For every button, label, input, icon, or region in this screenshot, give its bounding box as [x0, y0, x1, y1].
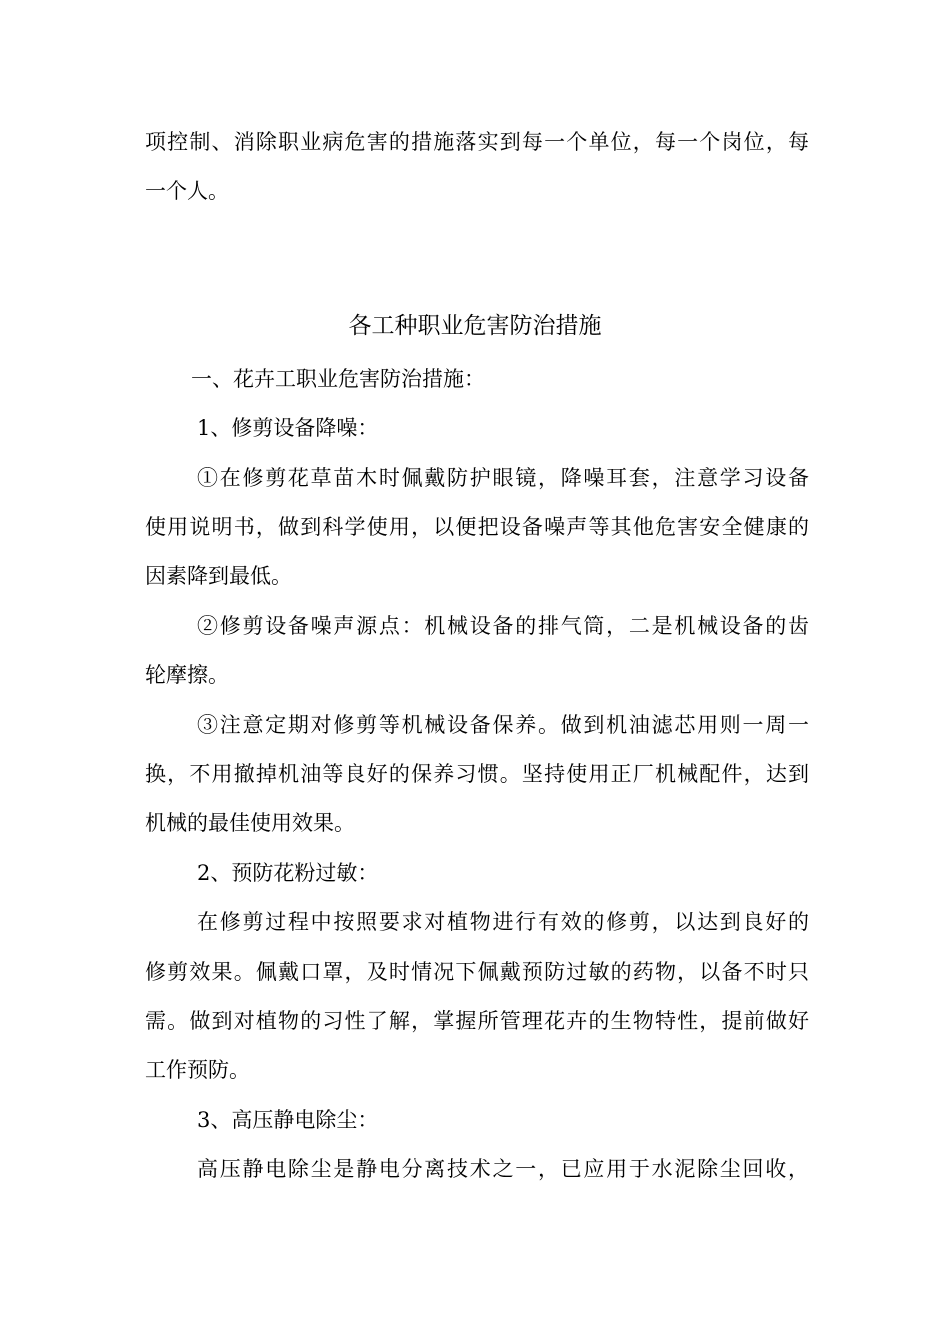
paragraph-line: 高压静电除尘是静电分离技术之一，已应用于水泥除尘回收，: [197, 1157, 809, 1181]
paragraph-line: ③注意定期对修剪等机械设备保养。做到机油滤芯用则一周一: [197, 713, 809, 737]
carryover-line-1: 项控制、消除职业病危害的措施落实到每一个单位，每一个岗位，每: [145, 130, 809, 154]
document-title: 各工种职业危害防治措施: [348, 313, 602, 339]
paragraph-line: 使用说明书，做到科学使用，以便把设备噪声等其他危害安全健康的: [145, 515, 809, 539]
section-heading: 一、花卉工职业危害防治措施：: [191, 367, 485, 391]
carryover-line-2: 一个人。: [145, 179, 229, 203]
paragraph-line: 在修剪过程中按照要求对植物进行有效的修剪，以达到良好的: [197, 910, 809, 934]
subsection-heading-1: 1、修剪设备降噪：: [197, 416, 379, 440]
paragraph-line: 因素降到最低。: [145, 564, 292, 588]
paragraph-line: 机械的最佳使用效果。: [145, 811, 355, 835]
paragraph-line: 换，不用撤掉机油等良好的保养习惯。坚持使用正厂机械配件，达到: [145, 762, 809, 786]
subsection-heading-3: 3、高压静电除尘：: [197, 1108, 379, 1132]
paragraph-line: ①在修剪花草苗木时佩戴防护眼镜，降噪耳套，注意学习设备: [197, 466, 809, 490]
paragraph-line: ②修剪设备噪声源点：机械设备的排气筒，二是机械设备的齿: [197, 614, 809, 638]
paragraph-line: 轮摩擦。: [145, 663, 229, 687]
paragraph-line: 修剪效果。佩戴口罩，及时情况下佩戴预防过敏的药物，以备不时只: [145, 960, 809, 984]
paragraph-line: 工作预防。: [145, 1058, 250, 1082]
paragraph-line: 需。做到对植物的习性了解，掌握所管理花卉的生物特性，提前做好: [145, 1009, 809, 1033]
subsection-heading-2: 2、预防花粉过敏：: [197, 861, 379, 885]
